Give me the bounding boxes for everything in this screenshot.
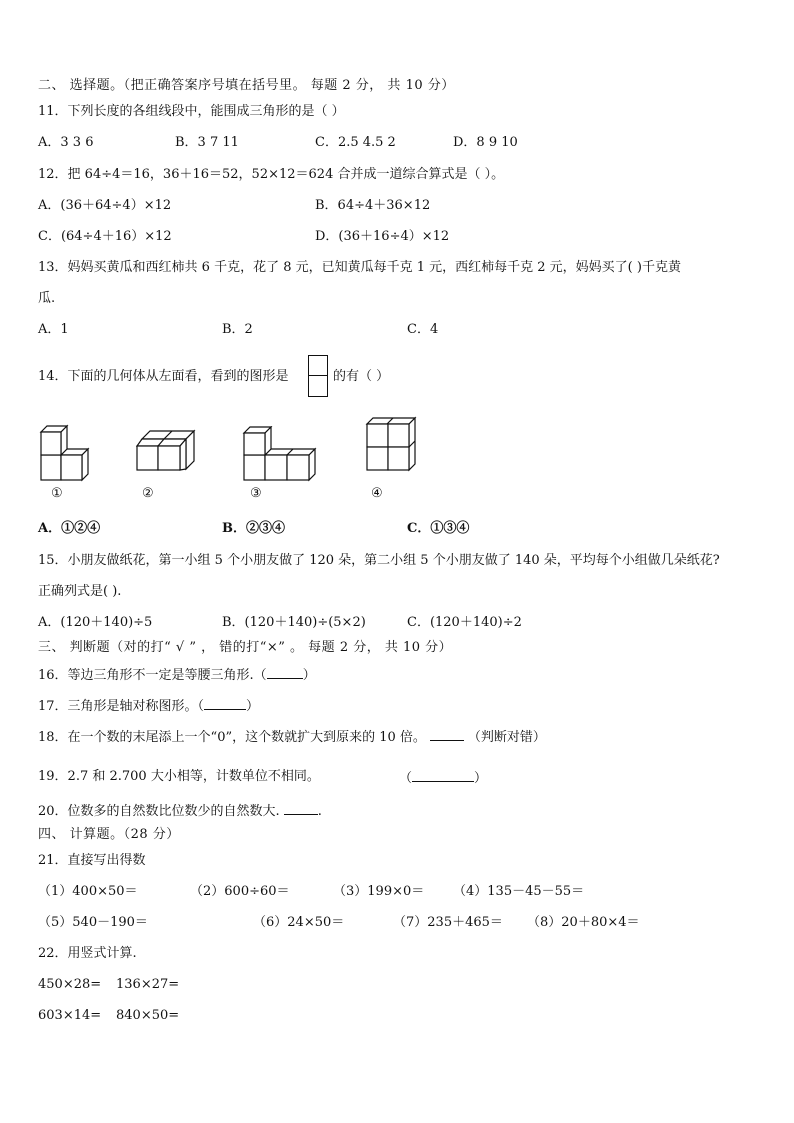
section-title-calc: 四、 计算题。（28 分）	[38, 827, 180, 842]
q19-answer	[399, 769, 487, 787]
q19-text: 19．2.7 和 2.700 大小相等，计数单位不相同。	[38, 769, 320, 784]
q15-stem-line2: 正确列式是( ).	[38, 584, 122, 599]
q17-answer-blank[interactable]	[204, 697, 246, 710]
section-title-choice: 二、 选择题。（把正确答案序号填在括号里。 每题 2 分， 共 10 分）	[38, 78, 455, 93]
q18-answer-blank[interactable]	[430, 728, 464, 741]
q11-option-c[interactable]: C．2.5 4.5 2	[315, 135, 396, 150]
section-title-judge: 三、 判断题（对的打“ √ ” ， 错的打“×” 。 每题 2 分， 共 10 分）	[38, 640, 453, 655]
q15-stem-line1: 15．小朋友做纸花，第一小组 5 个小朋友做了 120 朵，第二小组 5 个小朋友做了 140 朵，平均每个小组做几朵纸花?	[38, 553, 720, 568]
q14-figure-label-1: ①	[51, 486, 63, 501]
q14-solid-1	[38, 424, 98, 482]
q11-option-a[interactable]: A．3 3 6	[38, 135, 94, 150]
q17-tail: ）	[246, 699, 260, 714]
q21-item-3: （3）199×0＝	[333, 884, 425, 899]
q13-option-c[interactable]: C．4	[407, 322, 439, 337]
left-view-icon	[308, 355, 328, 397]
q16-text: 16．等边三角形不一定是等腰三角形.（	[38, 668, 267, 683]
q15-option-a[interactable]: A．(120＋140)÷5	[38, 615, 153, 630]
q11-option-b[interactable]: B．3 7 11	[175, 135, 239, 150]
q21-item-8: （8）20＋80×4＝	[527, 915, 640, 930]
q14-option-c[interactable]: C．①③④	[407, 521, 470, 536]
q12-option-c[interactable]: C．(64÷4＋16）×12	[38, 229, 172, 244]
q22-item-1: 450×28=	[38, 977, 102, 992]
q14-stem-after: 的有（ ）	[333, 369, 390, 384]
q21-item-7: （7）235＋465＝	[393, 915, 503, 930]
q17-text: 17．三角形是轴对称图形。（	[38, 699, 205, 714]
q21-item-2: （2）600÷60＝	[190, 884, 290, 899]
q14-solid-2	[136, 429, 198, 473]
q19-open: （	[399, 771, 413, 786]
q21-stem: 21．直接写出得数	[38, 853, 146, 868]
q20-text: 20．位数多的自然数比位数少的自然数大.	[38, 804, 280, 819]
q15-option-c[interactable]: C．(120＋140)÷2	[407, 615, 522, 630]
q12-stem: 12．把 64÷4＝16，36＋16＝52，52×12＝624 合并成一道综合算式是（ ）。	[38, 167, 505, 182]
q12-option-d[interactable]: D．(36＋16÷4）×12	[315, 229, 450, 244]
q17-line	[38, 697, 259, 715]
q14-stem-before: 14．下面的几何体从左面看，看到的图形是	[38, 369, 289, 384]
q13-stem-line2: 瓜.	[38, 291, 56, 306]
q13-option-b[interactable]: B．2	[222, 322, 253, 337]
q14-solid-3	[241, 426, 319, 482]
q15-option-b[interactable]: B．(120＋140)÷(5×2)	[222, 615, 366, 630]
q14-option-a[interactable]: A．①②④	[38, 521, 101, 536]
q22-item-2: 136×27=	[116, 977, 180, 992]
q13-stem-line1: 13．妈妈买黄瓜和西红柿共 6 千克，花了 8 元，已知黄瓜每千克 1 元，西红柿每千克 2 元，妈妈买了( )千克黄	[38, 260, 681, 275]
q14-solid-4	[363, 416, 419, 474]
q22-item-3: 603×14=	[38, 1008, 102, 1023]
q13-option-a[interactable]: A．1	[38, 322, 69, 337]
q16-answer-blank[interactable]	[267, 666, 303, 679]
q22-item-4: 840×50=	[116, 1008, 180, 1023]
q12-option-a[interactable]: A．(36＋64÷4）×12	[38, 198, 172, 213]
q11-stem: 11．下列长度的各组线段中，能围成三角形的是（ ）	[38, 104, 345, 119]
q12-option-b[interactable]: B．64÷4＋36×12	[315, 198, 431, 213]
q21-item-4: （4）135－45－55＝	[453, 884, 585, 899]
q20-line	[38, 802, 322, 820]
q11-option-d[interactable]: D．8 9 10	[453, 135, 518, 150]
q14-figure-label-3: ③	[250, 486, 262, 501]
q14-option-b[interactable]: B．②③④	[222, 521, 285, 536]
q19-tail: ）	[474, 771, 488, 786]
q21-item-1: （1）400×50＝	[38, 884, 138, 899]
q19-answer-blank[interactable]	[412, 769, 474, 782]
q21-item-6: （6）24×50＝	[253, 915, 345, 930]
q18-line	[38, 728, 546, 746]
q16-line	[38, 666, 316, 684]
q14-figure-label-4: ④	[371, 486, 383, 501]
q22-stem: 22．用竖式计算.	[38, 946, 137, 961]
q21-item-5: （5）540－190＝	[38, 915, 148, 930]
q18-tail: （判断对错）	[467, 730, 546, 745]
q16-tail: ）	[302, 668, 316, 683]
q20-tail: .	[317, 804, 322, 819]
q20-answer-blank[interactable]	[284, 802, 318, 815]
q18-text: 18．在一个数的末尾添上一个“0”，这个数就扩大到原来的 10 倍。	[38, 730, 426, 745]
q14-figure-label-2: ②	[142, 486, 154, 501]
